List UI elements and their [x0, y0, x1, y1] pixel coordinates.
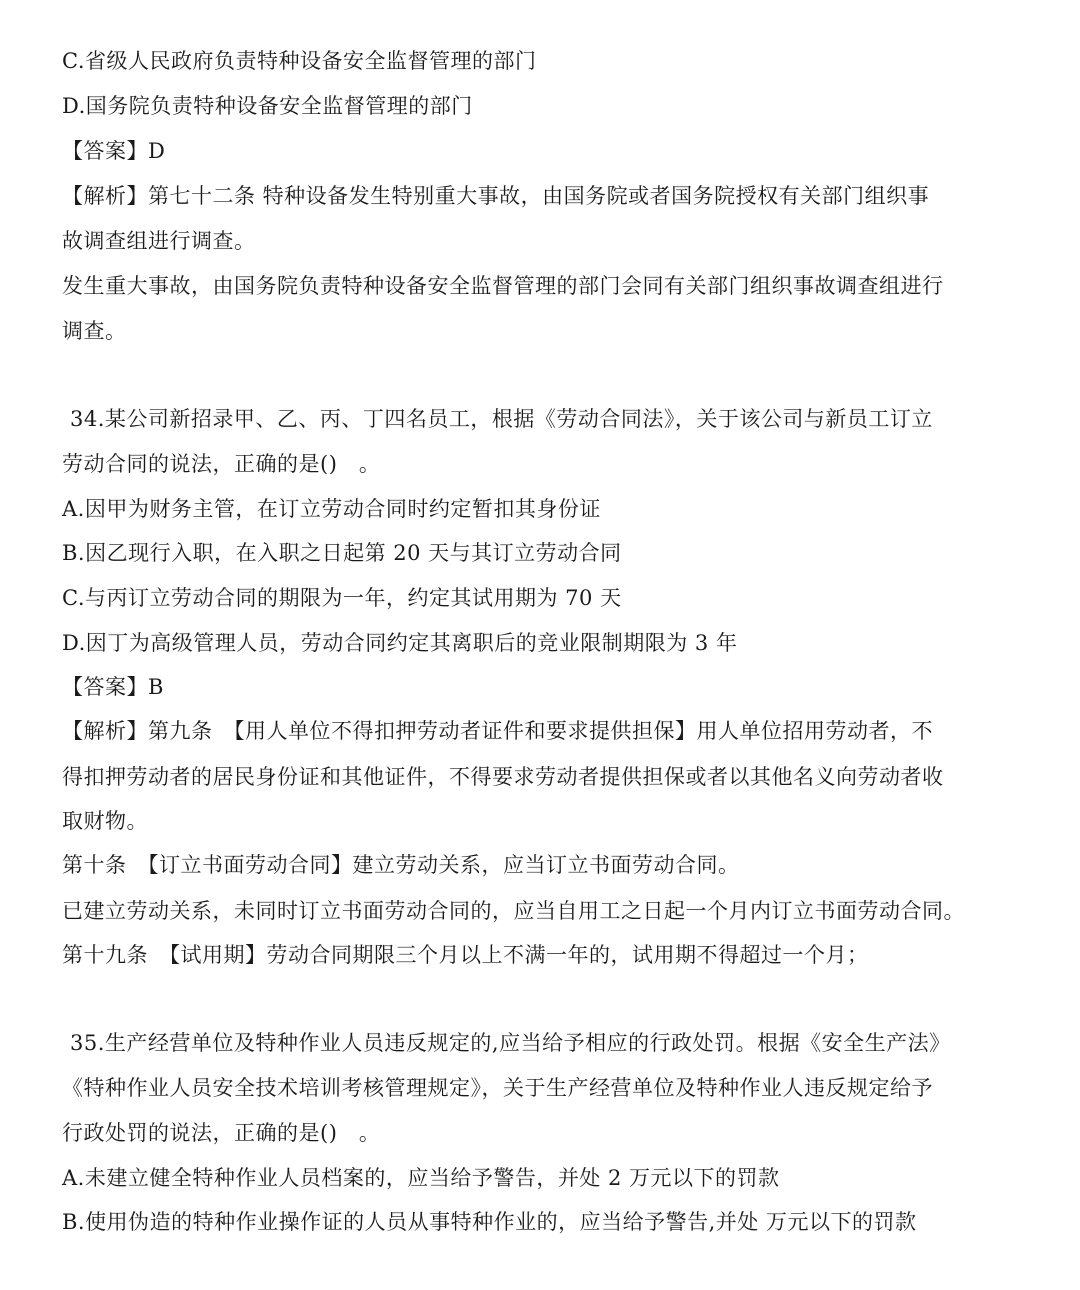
q33-option-c: C.省级人民政府负责特种设备安全监督管理的部门	[62, 49, 537, 73]
q34-option-a: A.因甲为财务主管，在订立劳动合同时约定暂扣其身份证	[62, 497, 601, 521]
q33-analysis-line-1: 【解析】第七十二条 特种设备发生特别重大事故，由国务院或者国务院授权有关部门组织事	[62, 184, 930, 208]
q34-option-c: C.与丙订立劳动合同的期限为一年，约定其试用期为 70 天	[62, 586, 622, 610]
q34-option-b: B.因乙现行入职，在入职之日起第 20 天与其订立劳动合同	[62, 541, 622, 565]
q34-analysis-line-1: 【解析】第九条 【用人单位不得扣押劳动者证件和要求提供担保】用人单位招用劳动者，不	[62, 719, 933, 743]
q35-option-b: B.使用伪造的特种作业操作证的人员从事特种作业的，应当给予警告,并处 万元以下的罚款	[62, 1210, 917, 1234]
q34-option-d: D.因丁为高级管理人员，劳动合同约定其离职后的竞业限制期限为 3 年	[62, 631, 738, 655]
q35-option-a: A.未建立健全特种作业人员档案的，应当给予警告，并处 2 万元以下的罚款	[62, 1166, 780, 1190]
q33-analysis-line-2: 故调查组进行调查。	[62, 229, 256, 253]
q34-analysis-line-6: 第十九条 【试用期】劳动合同期限三个月以上不满一年的，试用期不得超过一个月；	[62, 943, 869, 967]
q34-analysis-line-2: 得扣押劳动者的居民身份证和其他证件，不得要求劳动者提供担保或者以其他名义向劳动者收	[62, 765, 944, 789]
q33-option-d: D.国务院负责特种设备安全监督管理的部门	[62, 94, 473, 118]
q34-stem-line-1: 34.某公司新招录甲、乙、丙、丁四名员工，根据《劳动合同法》，关于该公司与新员工订立	[70, 407, 933, 431]
q35-stem-line-1: 35.生产经营单位及特种作业人员违反规定的,应当给予相应的行政处罚。根据《安全生产法》	[70, 1031, 951, 1055]
q33-analysis-line-4: 调查。	[62, 319, 127, 343]
q33-analysis-line-3: 发生重大事故，由国务院负责特种设备安全监督管理的部门会同有关部门组织事故调查组进行	[62, 274, 944, 298]
q34-stem-line-2: 劳动合同的说法，正确的是() 。	[62, 452, 381, 476]
q34-analysis-line-3: 取财物。	[62, 809, 148, 833]
q33-answer: 【答案】D	[62, 139, 166, 163]
q34-answer: 【答案】B	[62, 675, 164, 699]
q35-stem-line-3: 行政处罚的说法，正确的是() 。	[62, 1121, 381, 1145]
q35-stem-line-2: 《特种作业人员安全技术培训考核管理规定》，关于生产经营单位及特种作业人违反规定给予	[62, 1076, 933, 1100]
q34-analysis-line-5: 已建立劳动关系，未同时订立书面劳动合同的，应当自用工之日起一个月内订立书面劳动合同。	[62, 899, 965, 923]
q34-analysis-line-4: 第十条 【订立书面劳动合同】建立劳动关系，应当订立书面劳动合同。	[62, 853, 740, 877]
